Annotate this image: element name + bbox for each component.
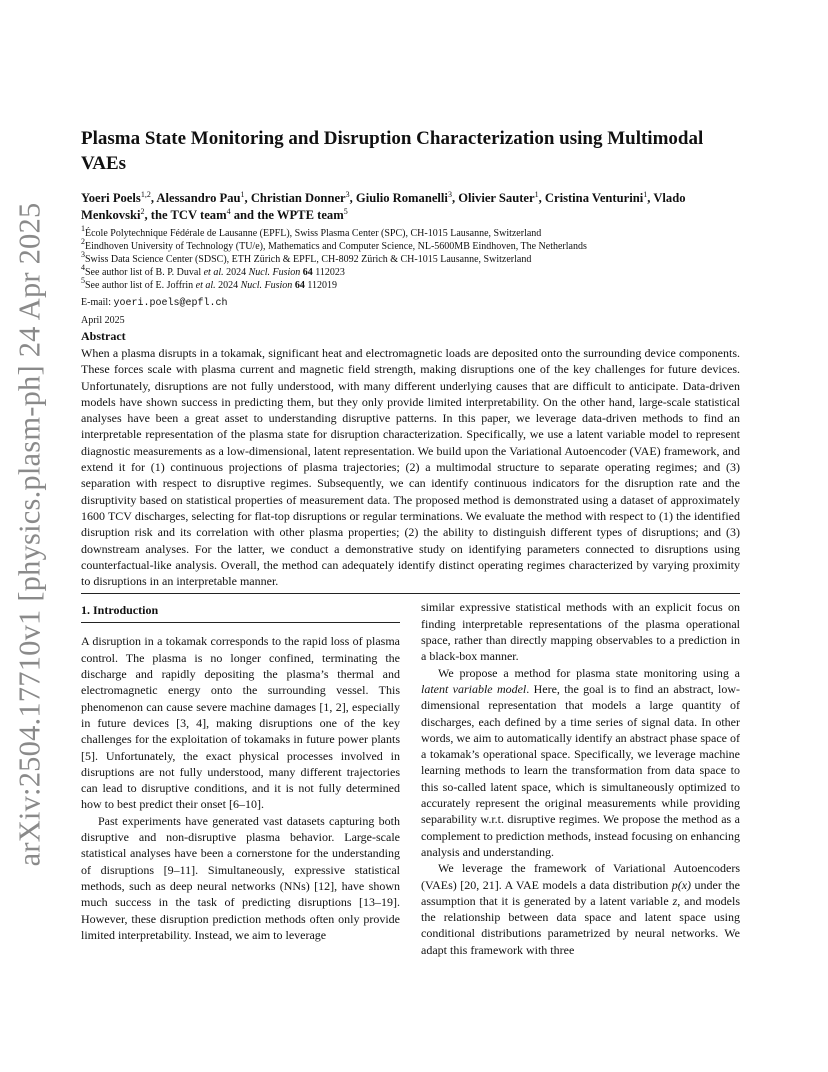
author-affil-marker: 2 [140, 207, 145, 216]
author-affil-marker: 3 [345, 190, 350, 199]
email-label: E-mail: [81, 297, 111, 308]
affiliation-text: See author list of B. P. Duval [85, 267, 204, 278]
email-address: yoeri.poels@epfl.ch [113, 298, 228, 309]
affiliation-article-number: 112023 [312, 267, 345, 278]
affiliation-year: 2024 [215, 280, 241, 291]
author-name: Olivier Sauter [458, 191, 535, 205]
author-affil-marker: 1 [240, 190, 245, 199]
affiliation-text: See author list of E. Joffrin [85, 280, 196, 291]
paper-title: Plasma State Monitoring and Disruption Characterization using Multimodal VAEs [81, 128, 704, 174]
affiliation-text: Swiss Data Science Center (SDSC), ETH Zürich & EPFL, CH-8092 Zürich & CH-1015 Lausanne, Switzerland [85, 254, 532, 265]
author-name: Yoeri Poels [81, 191, 141, 205]
affiliation-volume: 64 [300, 267, 313, 278]
author-affil-marker: 5 [343, 207, 348, 216]
math-variable: z [672, 893, 678, 908]
body-paragraph: similar expressive statistical methods with an explicit focus on finding interpretable representations of the plasma operational space, rather than directly mapping observables to a prediction in a black-box manner. [421, 600, 740, 664]
arxiv-identifier-stamp [10, 202, 50, 866]
left-column [81, 599, 400, 958]
author-name: Alessandro Pau [156, 191, 241, 205]
author-name: the TCV team [150, 208, 227, 222]
paragraph-text: under the assumption that it is generated by a latent variable [421, 877, 741, 908]
body-columns [81, 599, 740, 958]
affiliation-journal: Nucl. Fusion [248, 267, 301, 278]
paragraph-text: , and models the relationship between data space and latent space using conditional distributions parametrized by neural networks. We adapt this framework with three [421, 893, 740, 957]
affiliation-journal: Nucl. Fusion [240, 280, 293, 291]
right-column [421, 599, 740, 958]
affiliation-marker: 5 [81, 276, 85, 285]
author-affil-marker: 1,2 [140, 190, 151, 199]
body-paragraph: Past experiments have generated vast datasets capturing both disruptive and non-disruptive plasma behavior. Large-scale statistical analyses have been a cornerstone for the understanding of disruptions [9–11]. Simultaneously, expressive statistical methods, such as deep neural networks (NNs) [12], have shown much success in the task of predicting disruptions [13–19]. However, these disruption prediction methods often only provide limited interpretability. Instead, we aim to leverage [81, 813, 400, 942]
author-name: Christian Donner [250, 191, 346, 205]
affiliation-item [81, 224, 740, 240]
paragraph-text: We leverage the framework of Variational Autoencoders (VAEs) [20, 21]. A VAE models a data distribution [421, 861, 740, 892]
affiliation-text: École Polytechnique Fédérale de Lausanne (EPFL), Swiss Plasma Center (SPC), CH-1015 Lausanne, Switzerland [85, 228, 542, 239]
author-affil-marker: 4 [226, 207, 231, 216]
section-heading: 1. Introduction [81, 603, 159, 618]
author-affil-marker: 1 [643, 190, 648, 199]
abstract-body: When a plasma disrupts in a tokamak, significant heat and electromagnetic loads are deposited onto the surrounding device components. These forces scale with plasma current and magnetic field strength, making disruptions one of the key challenges for future devices. Unfortunately, disruptions are not fully understood, with many different underlying causes that are difficult to anticipate. Data-driven models have shown success in predicting them, but they only provide limited interpretability. On the other hand, large-scale statistical analyses have been a great asset to understanding disruptive patterns. In this paper, we leverage data-driven methods to find an interpretable representation of the plasma state for disruption characterization. Specifically, we use a latent variable model to represent diagnostic measurements as a low-dimensional, latent representation. We build upon the Variational Autoencoder (VAE) framework, and extend it for (1) continuous projections of plasma trajectories; (2) a multimodal structure to separate operating regimes; and (3) separation with respect to disruptive regimes. Subsequently, we can identify continuous indicators for the disruption rate and the disruptivity based on statistical properties of measurement data. The proposed method is demonstrated using a dataset of approximately 1600 TCV discharges, selecting for flat-top disruptions or regular terminations. We evaluate the method with respect to (1) the identified disruption risk and its correlation with other plasma properties; (2) the ability to distinguish different types of disruptions; and (3) downstream analyses. For the latter, we conduct a demonstrative study on identifying parameters connected to disruptions using counterfactual-like analysis. Overall, the method can adequately identify distinct operating regimes characterized by varying proximity to disruptions in an interpretable manner. [81, 345, 740, 594]
affiliation-item [81, 250, 740, 266]
publication-date: April 2025 [81, 315, 125, 326]
body-paragraph [421, 665, 740, 861]
email-line [81, 296, 740, 310]
paragraph-text: We propose a method for plasma state monitoring using a [438, 665, 740, 680]
affiliation-year: 2024 [223, 267, 249, 278]
author-name: Giulio Romanelli [355, 191, 448, 205]
author-affil-marker: 3 [447, 190, 452, 199]
author-name: Cristina Venturini [544, 191, 644, 205]
affiliation-item [81, 237, 740, 253]
author-name: the WPTE team [257, 208, 344, 222]
emphasis-text: latent variable model [421, 681, 527, 696]
affiliation-article-number: 112019 [304, 280, 337, 291]
affiliation-item [81, 263, 740, 279]
affiliation-list [81, 224, 740, 292]
affiliation-marker: 4 [81, 263, 85, 272]
author-list: Yoeri Poels$^{1,2}$, Alessandro Pau$^1$, Christian Donner$^3$, Giulio Romanelli$^3$, Olivier Sauter$^1$, Cristina Venturini$^1$, Vlado Menkovski$^2$, the TCV team$^4$ and the WPTE team$^5$ [81, 190, 686, 222]
affiliation-etal: et al. [195, 280, 216, 291]
affiliation-item [81, 276, 740, 292]
affiliation-marker: 1 [81, 224, 85, 233]
body-paragraph [421, 860, 740, 958]
author-affil-marker: 1 [534, 190, 539, 199]
paragraph-text: . Here, the goal is to find an abstract, low-dimensional representation that models a large quantity of discharges, each defined by a time series of signal data. In other words, we aim to automatically identify an abstract phase space of a tokamak’s operational space. Specifically, we leverage machine learning methods to learn the transformation from data space to this so-called latent space, which is simultaneously optimized to accurately represent the original measurements while providing separability w.r.t. disruptive regimes. We propose the method as a complement to prediction methods, instead focusing on enhancing analysis and understanding. [421, 681, 740, 859]
paper-page [81, 126, 740, 958]
affiliation-text: Eindhoven University of Technology (TU/e), Mathematics and Computer Science, NL-5600MB Eindhoven, The Netherlands [85, 241, 587, 252]
affiliation-volume: 64 [292, 280, 305, 291]
arxiv-identifier-text: arXiv:2504.17710v1 [physics.plasm-ph] 24 Apr 2025 [12, 202, 47, 866]
affiliation-etal: et al. [203, 267, 224, 278]
math-expression: p(x) [671, 877, 692, 892]
affiliation-marker: 3 [81, 250, 85, 259]
abstract-heading: Abstract [81, 329, 126, 343]
affiliation-marker: 2 [81, 237, 85, 246]
section-rule [81, 622, 400, 623]
body-paragraph: A disruption in a tokamak corresponds to the rapid loss of plasma control. The plasma is no longer confined, terminating the discharge and rapidly depositing the plasma’s thermal and electromagnetic energy onto the surrounding vessel. This phenomenon can cause severe machine damages [1, 2], especially in future devices [3, 4], making disruptions one of the key challenges for the exploitation of tokamaks in future power plants [5]. Unfortunately, the exact physical processes involved in disruptions are not fully understood, many different trajectories can lead to disruptive conditions, and it is not fully determined how to best predict their onset [6–10]. [81, 634, 400, 812]
author-name: Vlado Menkovski [81, 191, 686, 222]
